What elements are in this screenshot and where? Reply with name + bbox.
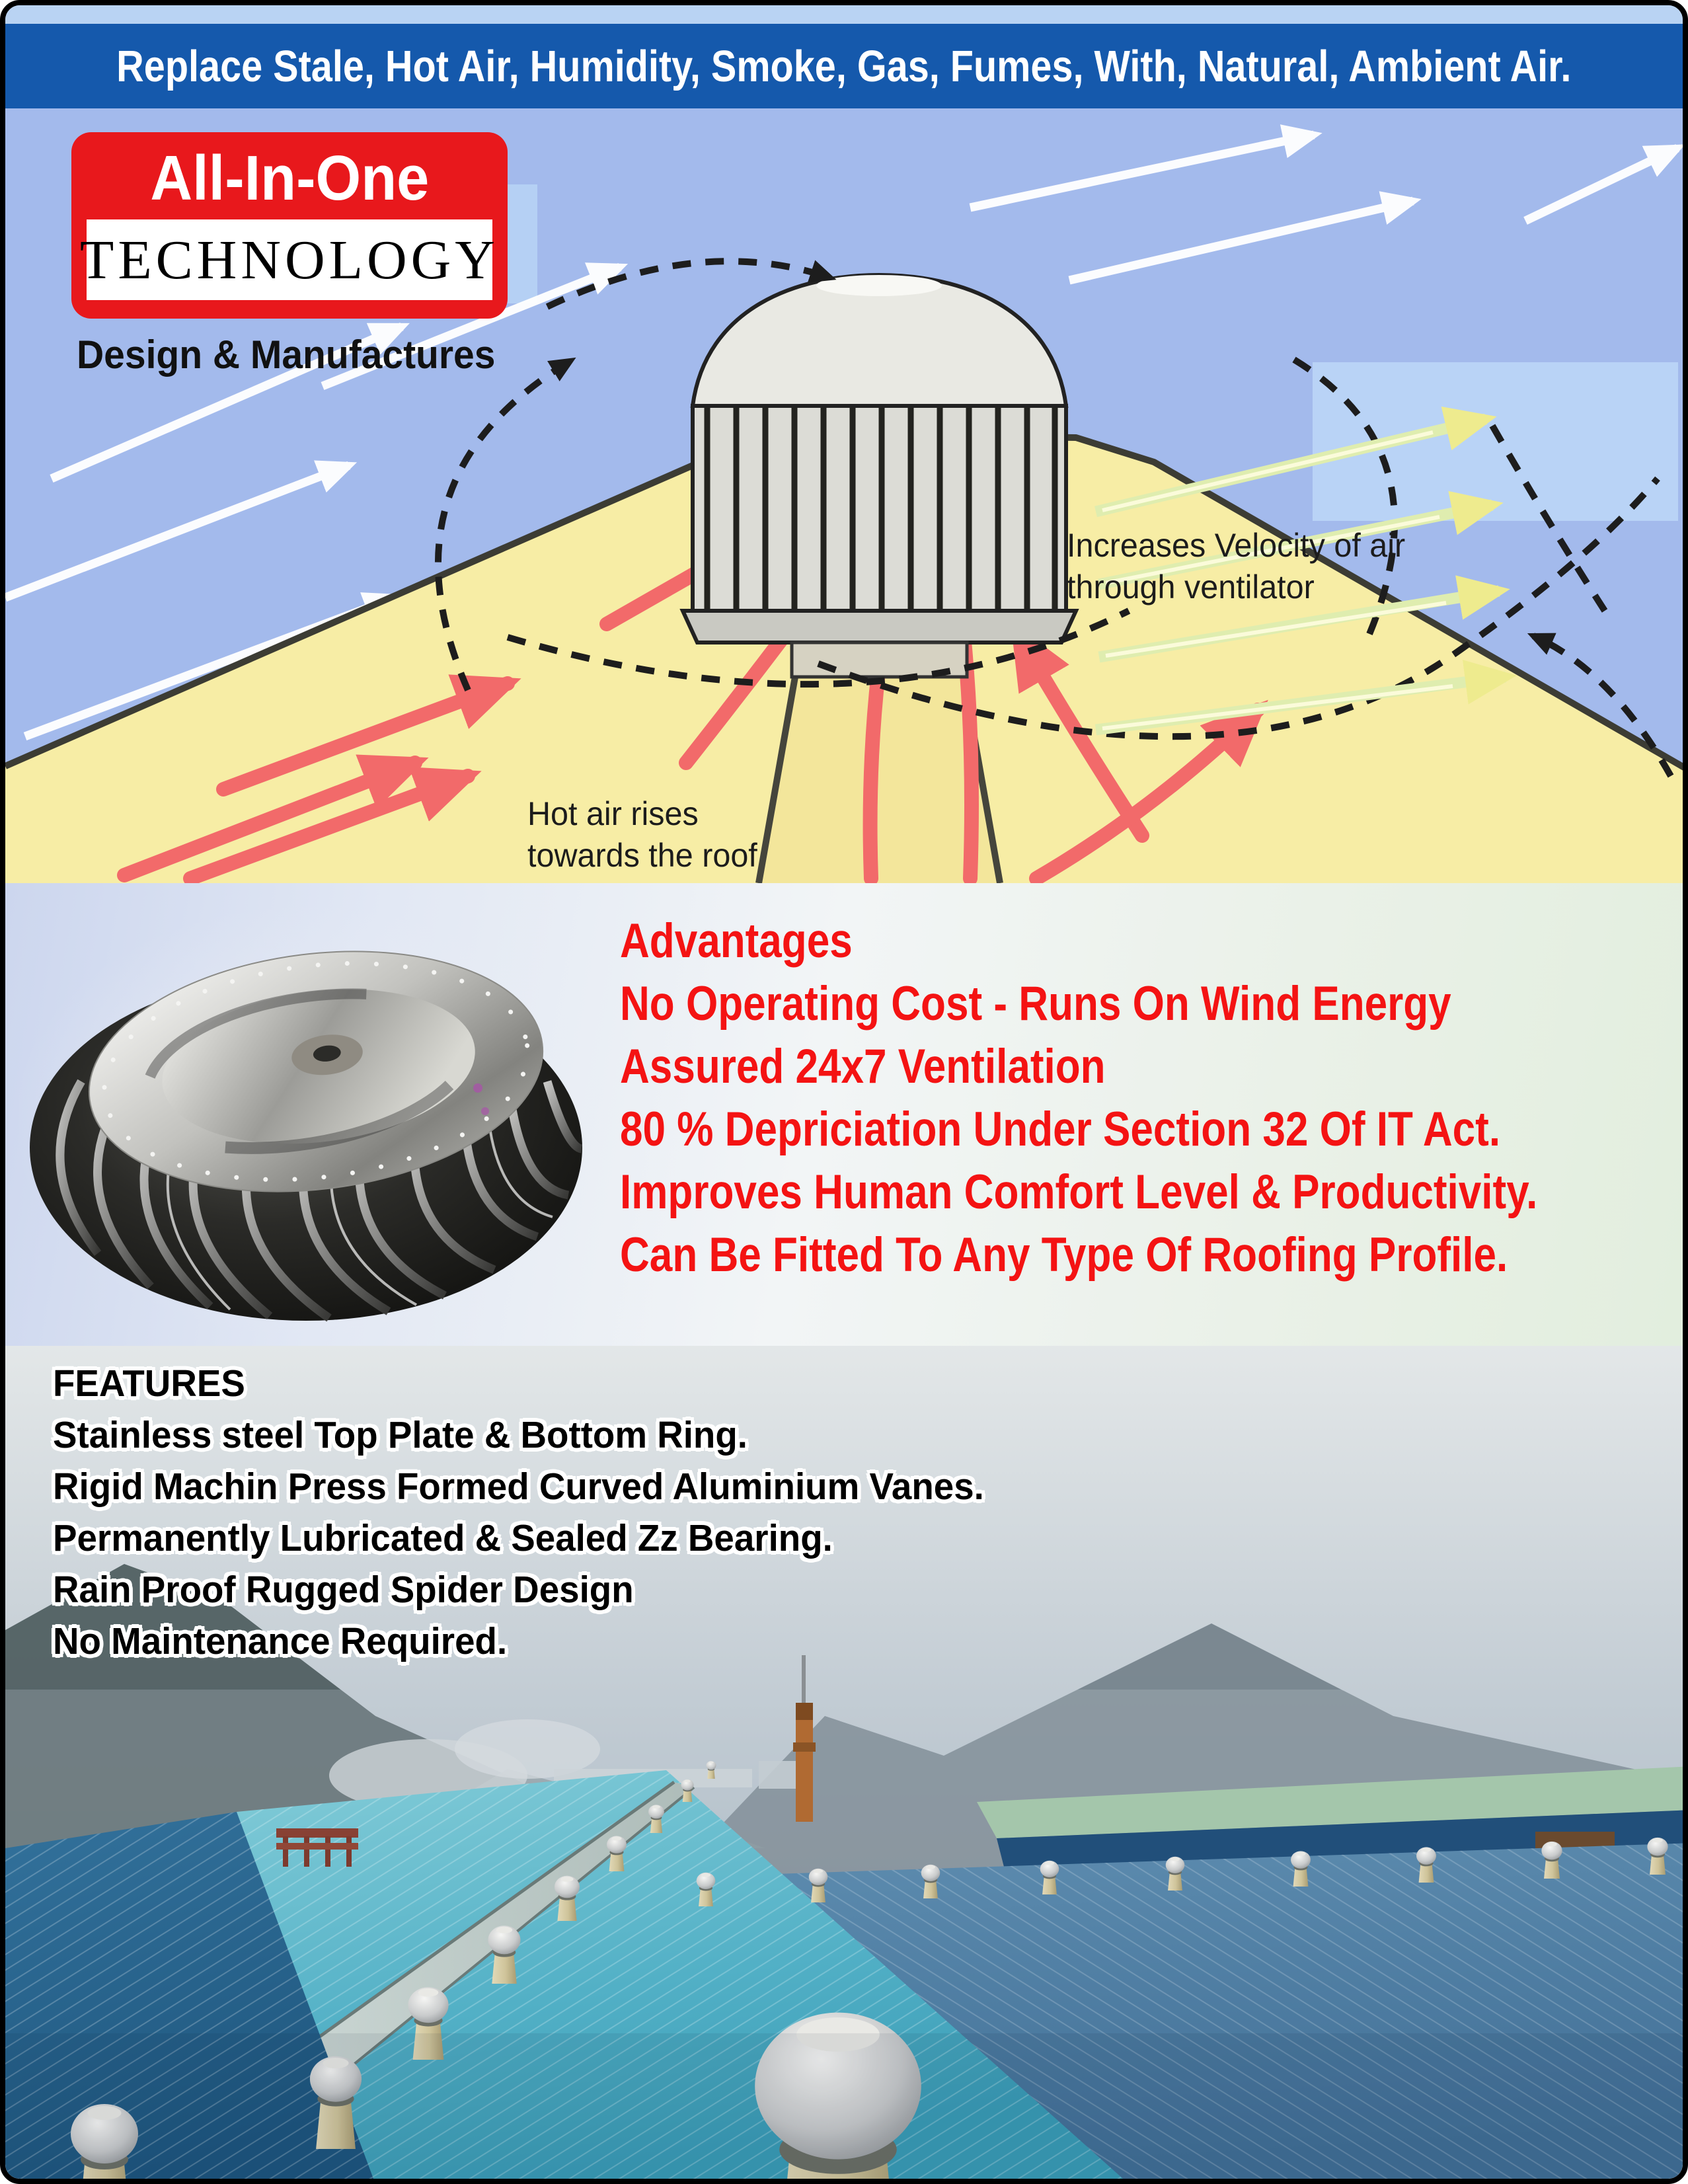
logo-tagline: Design & Manufactures bbox=[77, 332, 496, 377]
feature-item: No Maintenance Required. bbox=[53, 1620, 508, 1662]
headline-text: Replace Stale, Hot Air, Humidity, Smoke, Gas, Fumes, With, Natural, Ambient Air. bbox=[116, 41, 1572, 91]
advantages-list bbox=[620, 910, 1688, 1286]
features-title: FEATURES bbox=[53, 1362, 245, 1405]
advantage-item: Can Be Fitted To Any Type Of Roofing Profile. bbox=[620, 1228, 1508, 1282]
advantage-item: 80 % Depriciation Under Section 32 Of IT Act. bbox=[620, 1103, 1501, 1156]
ventilation-diagram bbox=[5, 108, 1683, 883]
headline-banner bbox=[5, 24, 1683, 108]
feature-item: Stainless steel Top Plate & Bottom Ring. bbox=[53, 1414, 748, 1456]
company-logo bbox=[71, 132, 508, 319]
advantages-title: Advantages bbox=[620, 914, 853, 968]
advantage-item: Improves Human Comfort Level & Productivity. bbox=[620, 1165, 1538, 1219]
logo-title: All-In-One bbox=[150, 143, 429, 214]
label-hot-air: Hot air rises towards the roof bbox=[527, 795, 757, 874]
logo-subtitle-box bbox=[80, 219, 499, 300]
advantage-item: Assured 24x7 Ventilation bbox=[620, 1040, 1106, 1093]
feature-item: Permanently Lubricated & Sealed Zz Bearing. bbox=[53, 1517, 833, 1559]
ventilator-drawing bbox=[683, 275, 1076, 677]
features-list bbox=[53, 1358, 1023, 1667]
logo-subtitle: TECHNOLOGY bbox=[80, 229, 499, 291]
feature-item: Rigid Machin Press Formed Curved Aluminium Vanes. bbox=[53, 1465, 984, 1508]
label-velocity: Increases Velocity of air through ventilator bbox=[1067, 527, 1406, 605]
advantage-item: No Operating Cost - Runs On Wind Energy bbox=[620, 977, 1451, 1031]
rooftop-photo-section bbox=[5, 1346, 1683, 2184]
product-photo bbox=[19, 883, 613, 1333]
top-strip bbox=[5, 5, 1683, 24]
feature-item: Rain Proof Rugged Spider Design bbox=[53, 1569, 634, 1611]
advantages-section bbox=[5, 883, 1683, 1346]
